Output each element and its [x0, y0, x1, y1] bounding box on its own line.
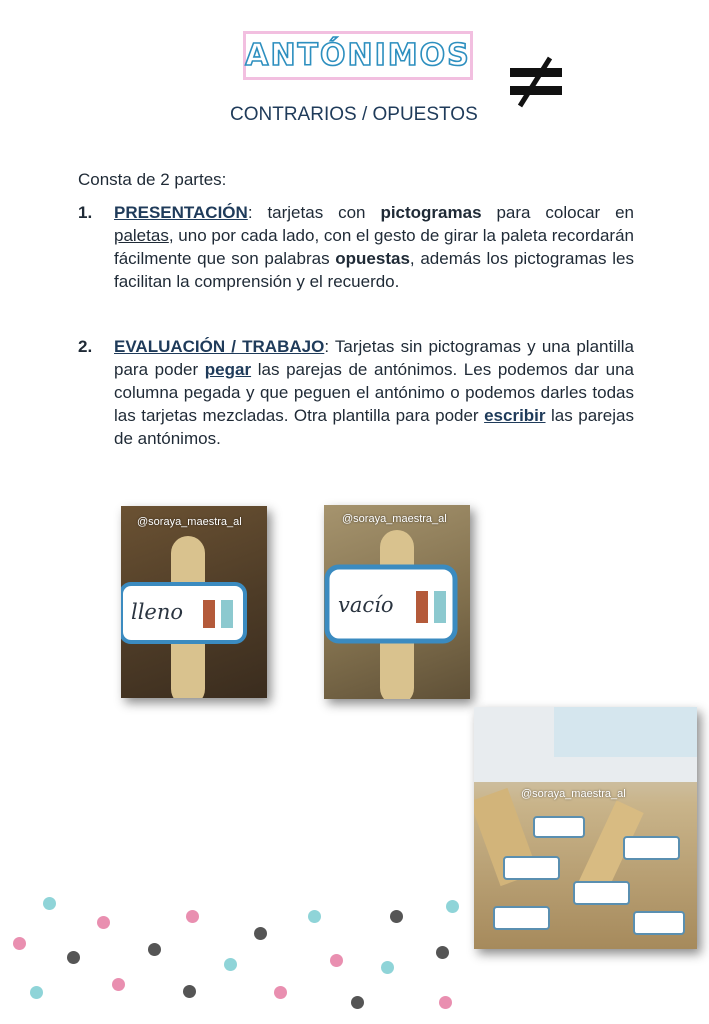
item-number: 1. [78, 203, 93, 222]
dot [381, 961, 394, 974]
underlined-word: paletas [114, 226, 169, 245]
text-segment: para colocar en [481, 203, 634, 222]
list-item-presentation [78, 201, 634, 293]
page-subtitle: CONTRARIOS / OPUESTOS [230, 104, 478, 125]
dot [43, 897, 56, 910]
item-heading: EVALUACIÓN / TRABAJO [114, 337, 325, 356]
text-segment: , además los pictogramas les facilitan la comprensión y el recuerdo. [114, 249, 634, 291]
text-segment: , uno por cada lado, con el gesto de girar la paleta recordarán fácilmente que son palabras [114, 226, 634, 268]
dot [274, 986, 287, 999]
item-number: 2. [78, 337, 93, 356]
photo-materials-illustration [474, 707, 697, 949]
dot [67, 951, 80, 964]
keyword: escribir [484, 406, 546, 425]
card-word: lleno [131, 600, 184, 624]
page-title: ANTÓNIMOS [245, 38, 471, 73]
photo-vacio [324, 505, 470, 699]
photo-lleno [121, 506, 267, 698]
dot [390, 910, 403, 923]
title-box [243, 31, 473, 80]
photo-materials [474, 707, 697, 949]
dot [351, 996, 364, 1009]
text-segment: : tarjetas con [247, 203, 381, 222]
dot [13, 937, 26, 950]
dot [97, 916, 110, 929]
dot [330, 954, 343, 967]
item-heading: PRESENTACIÓN [114, 203, 248, 222]
watermark: @soraya_maestra_al [137, 516, 242, 528]
dot [436, 946, 449, 959]
dot [183, 985, 196, 998]
keyword: pegar [204, 360, 252, 379]
watermark: @soraya_maestra_al [521, 788, 626, 800]
card-word: vacío [338, 593, 394, 617]
dot [254, 927, 267, 940]
dot [224, 958, 237, 971]
dot [112, 978, 125, 991]
dot [148, 943, 161, 956]
item-paragraph [114, 201, 634, 293]
item-paragraph [114, 335, 634, 450]
not-equal-icon [508, 56, 564, 108]
dot [439, 996, 452, 1009]
text-segment: las parejas de antónimos. Les podemos dar una columna pegada y que peguen el antónimo o podemos darles todas las tarjetas mezcladas. Otra plantilla para poder [114, 360, 634, 425]
bold-word: pictogramas [380, 203, 482, 222]
dot [30, 986, 43, 999]
bold-word: opuestas [335, 249, 410, 268]
dot [186, 910, 199, 923]
text-segment: : Tarjetas sin pictogramas y una plantilla para poder [114, 337, 634, 379]
intro-text: Consta de 2 partes: [78, 170, 227, 189]
dot [308, 910, 321, 923]
text-segment: las parejas de antónimos. [114, 406, 634, 448]
list-item-evaluation [78, 335, 634, 450]
dot [446, 900, 459, 913]
watermark: @soraya_maestra_al [342, 513, 447, 525]
